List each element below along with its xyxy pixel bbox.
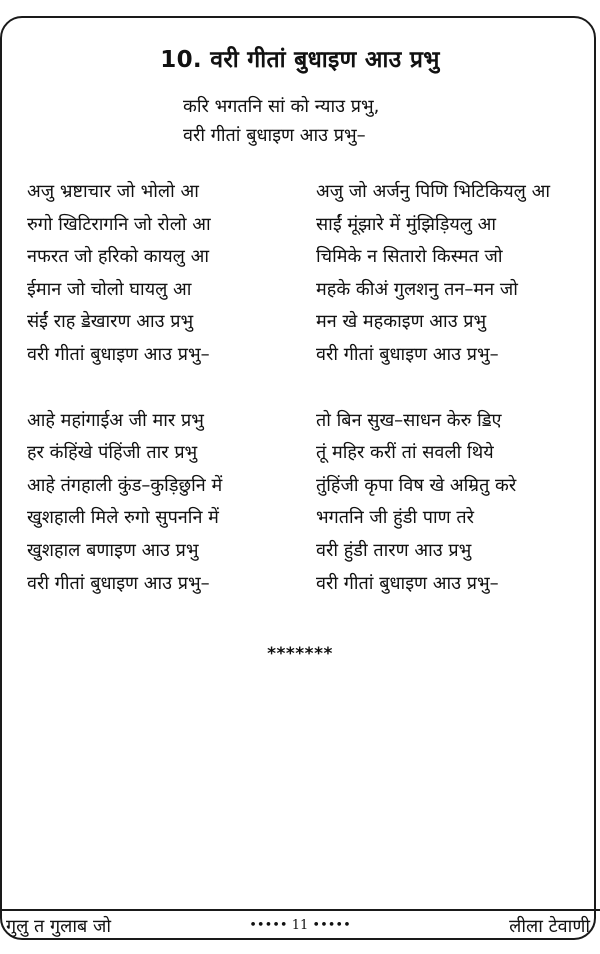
refrain-line: वरी गीतां बुधाइण आउ प्रभु– — [183, 125, 366, 146]
verse-line: भगतनि जी हुंडी पाण तरे — [316, 507, 474, 529]
page-number: ••••• 11 ••••• — [249, 918, 351, 933]
verse-line: अजु भ्रष्टाचार जो भोलो आ — [27, 181, 199, 202]
verse-line: महके कीअं गुलशनु तन–मन जो — [316, 278, 518, 300]
verse-line: खुशहाली मिले रुगो सुपननि में — [27, 507, 219, 529]
stanza-left-1 — [27, 176, 222, 372]
refrain — [183, 92, 379, 150]
verse-line: वरी गीतां बुधाइण आउ प्रभु– — [27, 343, 210, 365]
right-column — [316, 176, 550, 600]
verse-line: खुशहाल बणाइण आउ प्रभु — [27, 539, 199, 561]
verse-line: तुंहिंजी कृपा विष खे अम्रितु करे — [316, 474, 517, 496]
verse-line: आहे महांगाईअ जी मार प्रभु — [27, 409, 204, 431]
verse-line: वरी हुंडी तारण आउ प्रभु — [316, 539, 472, 561]
refrain-line: करि भगतनि सां को न्याउ प्रभु, — [183, 96, 380, 117]
verse-line: वरी गीतां बुधाइण आउ प्रभु– — [316, 572, 499, 594]
author-name: लीला टेवाणी — [509, 916, 590, 937]
verse-line: नफरत जो हरिको कायलु आ — [27, 246, 209, 268]
poem-title: 10. वरी गीतां बुधाइण आउ प्रभु — [160, 47, 440, 73]
verse-line: साईं मूंझारे में मुंझिड़ियलु आ — [316, 213, 497, 235]
section-separator: ******* — [267, 644, 333, 664]
verse-line: चिमिके न सितारो किस्मत जो — [316, 246, 503, 268]
verse-line: अजु जो अर्जनु पिणि भिटिकियलु आ — [316, 181, 550, 202]
verse-line: वरी गीतां बुधाइण आउ प्रभु– — [316, 343, 499, 365]
verse-line: तूं महिर करीं तां सवली थिये — [316, 442, 494, 464]
verse-line: ईमान जो चोलो घायलु आ — [27, 278, 192, 300]
verse-line: हर कंहिंखे पंहिंजी तार प्रभु — [27, 442, 198, 464]
left-column — [27, 176, 222, 600]
verse-line: तो बिन सुख–साधन केरु ॾिए — [316, 409, 502, 431]
verse-line: संईं राह ॾेखारण आउ प्रभु — [27, 311, 194, 333]
verse-line: रुगो खिटिरागनि जो रोलो आ — [27, 213, 211, 235]
verse-line: मन खे महकाइण आउ प्रभु — [316, 311, 487, 333]
stanza-right-2 — [316, 405, 550, 601]
stanza-left-2 — [27, 405, 222, 601]
footer-rule — [0, 909, 600, 911]
book-title: गुलु त गुलाब जो — [6, 916, 112, 937]
verse-line: आहे तंगहाली कुंड–कुड़िछुनि में — [27, 474, 223, 496]
stanza-right-1 — [316, 176, 550, 372]
verse-line: वरी गीतां बुधाइण आउ प्रभु– — [27, 572, 210, 594]
